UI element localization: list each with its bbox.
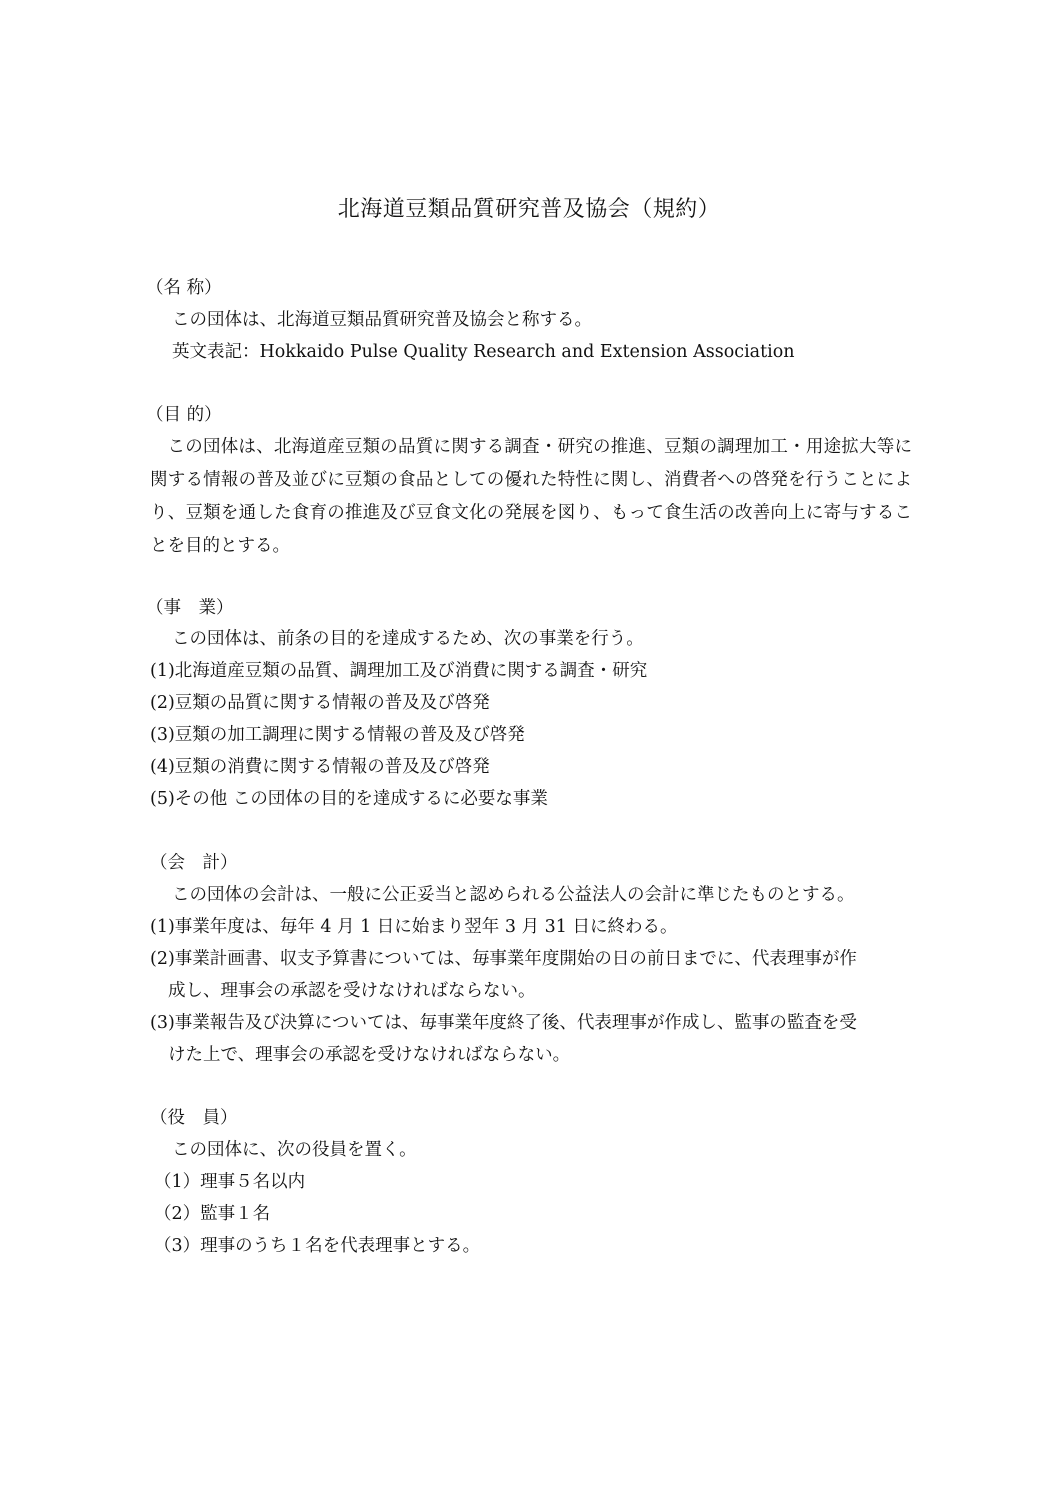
accounting-intro: この団体の会計は、一般に公正妥当と認められる公益法人の会計に準じたものとする。 (172, 885, 855, 905)
business-item: (3)豆類の加工調理に関する情報の普及及び啓発 (150, 725, 525, 745)
accounting-item: (3)事業報告及び決算については、毎事業年度終了後、代表理事が作成し、監事の監査を受 (150, 1013, 857, 1033)
business-item: (2)豆類の品質に関する情報の普及及び啓発 (150, 693, 490, 713)
officers-intro: この団体に、次の役員を置く。 (172, 1140, 417, 1160)
accounting-item-continued: 成し、理事会の承認を受けなければならない。 (168, 981, 536, 1001)
section-heading-officers: （役 員） (150, 1108, 238, 1128)
section-heading-name: （名 称） (146, 278, 222, 298)
business-item: (4)豆類の消費に関する情報の普及及び啓発 (150, 757, 490, 777)
officers-item: （2）監事１名 (154, 1204, 271, 1224)
section-heading-purpose: （目 的） (146, 405, 222, 425)
document-title: 北海道豆類品質研究普及協会（規約） (337, 197, 721, 222)
business-item: (1)北海道産豆類の品質、調理加工及び消費に関する調査・研究 (150, 661, 648, 681)
officers-item: （1）理事５名以内 (154, 1172, 306, 1192)
section-heading-business: （事 業） (146, 598, 234, 618)
accounting-item: (2)事業計画書、収支予算書については、毎事業年度開始の日の前日までに、代表理事が作 (150, 949, 857, 969)
section-heading-accounting: （会 計） (150, 853, 238, 873)
officers-item: （3）理事のうち１名を代表理事とする。 (154, 1236, 481, 1256)
name-statement: この団体は、北海道豆類品質研究普及協会と称する。 (172, 310, 592, 330)
business-intro: この団体は、前条の目的を達成するため、次の事業を行う。 (172, 629, 644, 649)
accounting-item: (1)事業年度は、毎年 4 月 1 日に始まり翌年 3 月 31 日に終わる。 (150, 917, 678, 937)
english-name: 英文表記：Hokkaido Pulse Quality Research and Extension Association (172, 342, 795, 362)
accounting-item-continued: けた上で、理事会の承認を受けなければならない。 (168, 1045, 571, 1065)
business-item: (5)その他 この団体の目的を達成するに必要な事業 (150, 789, 548, 809)
purpose-paragraph: この団体は、北海道産豆類の品質に関する調査・研究の推進、豆類の調理加工・用途拡大等に関する情報の普及並びに豆類の食品としての優れた特性に関し、消費者への啓発を行うことにより、豆類を通した食育の推進及び豆食文化の発展を図り、もって食生活の改善向上に寄与することを目的とする。 (150, 437, 912, 556)
